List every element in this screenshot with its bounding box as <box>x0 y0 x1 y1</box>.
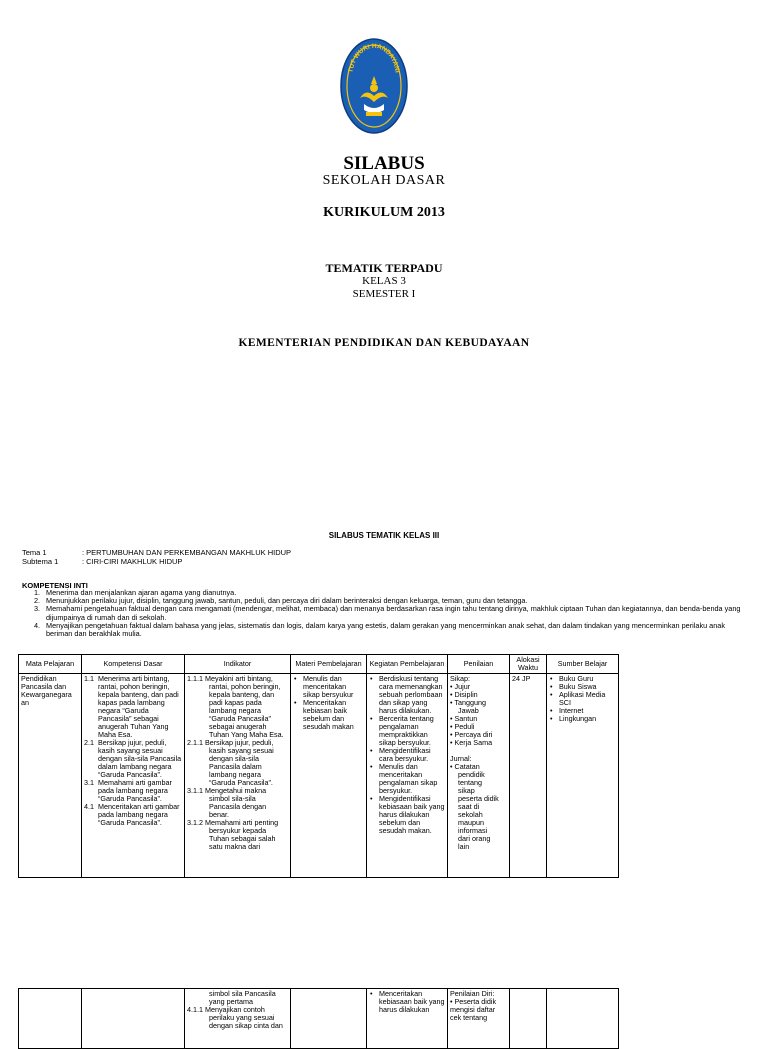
ki-item: 1. Menerima dan menjalankan ajaran agama yang dianutnya. <box>34 588 237 597</box>
header-sumber: Sumber Belajar <box>547 655 619 674</box>
cover-title: SILABUS <box>343 153 425 174</box>
cell-penilaian: Penilaian Diri: • Peserta didik mengisi daftar cek tentang <box>448 989 510 1049</box>
header-alokasi: Alokasi Waktu <box>510 655 547 674</box>
ki-list <box>34 589 750 638</box>
cell-kd <box>82 989 185 1049</box>
subtema-value: : CIRI-CIRI MAKHLUK HIDUP <box>82 557 183 566</box>
cell-sumber: • Buku Guru • Buku Siswa • Aplikasi Media SCI • Internet • Lingkungan <box>547 674 619 878</box>
table-row <box>19 674 619 878</box>
cell-alokasi <box>510 989 547 1049</box>
header-kd: Kompetensi Dasar <box>82 655 185 674</box>
syllabus-table <box>18 654 619 878</box>
cell-kegiatan: • Menceritakan kebiasaan baik yang harus dilakukan <box>367 989 448 1049</box>
header-kegiatan: Kegiatan Pembelajaran <box>367 655 448 674</box>
cell-sumber <box>547 989 619 1049</box>
table-header-row <box>19 655 619 674</box>
cell-kd: 1.1 Menerima arti bintang, rantai, pohon beringin, kepala banteng, dan padi kapas pada lambang negara “Garuda Pancasila” sebagai anugerah Tuhan Yang Maha Esa. 2.1 Bersikap jujur, peduli, kasih sayang sesuai dengan sila-sila Pancasila dalam lambang negara “Garuda Pancasila”. 3.1 Memahami arti gambar pada lambang negara “Garuda Pancasila”. 4.1 Menceritakan arti gambar pada lambang negara “Garuda Pancasila”. <box>82 674 185 878</box>
cover-ministry: KEMENTERIAN PENDIDIKAN DAN KEBUDAYAAN <box>238 337 530 349</box>
syllabus-title: SILABUS TEMATIK KELAS III <box>328 531 440 540</box>
header-materi: Materi Pembelajaran <box>291 655 367 674</box>
cell-indikator: simbol sila Pancasila yang pertama 4.1.1 Menyajikan contoh perilaku yang sesuai dengan sikap cinta dan <box>185 989 291 1049</box>
tema-label: Tema 1 <box>22 548 47 557</box>
cover-program: TEMATIK TERPADU <box>325 261 443 275</box>
cell-kegiatan: • Berdiskusi tentang cara memenangkan sebuah perlombaan dan sikap yang harus dilakukan. • Bercerita tentang pengalaman mempraktikkan sikap bersyukur. • Mengidentifikasi cara bersyukur. • Menulis dan menceritakan pengalaman sikap bersyukur. • Mengidentifikasi kebiasaan baik yang harus dilakukan sebelum dan sesudah makan. <box>367 674 448 878</box>
cell-mapel <box>19 989 82 1049</box>
tema-value: : PERTUMBUHAN DAN PERKEMBANGAN MAKHLUK HIDUP <box>82 548 292 557</box>
cover-semester: SEMESTER I <box>352 288 416 300</box>
syllabus-table-continued <box>18 988 619 1049</box>
cover-school: SEKOLAH DASAR <box>322 173 446 188</box>
cell-alokasi: 24 JP <box>510 674 547 878</box>
cover-curriculum: KURIKULUM 2013 <box>323 205 445 220</box>
header-indikator: Indikator <box>185 655 291 674</box>
svg-text:TUT WURI HANDAYANI: TUT WURI HANDAYANI <box>347 42 401 74</box>
cover-kelas: KELAS 3 <box>362 275 406 287</box>
cell-penilaian: Sikap: • Jujur • Disiplin • Tanggung Jawab • Santun • Peduli • Percaya diri • Kerja Sama Jurnal: • Catatan pendidik tentang sikap peserta didik saat di sekolah maupun informasi dari orang lain <box>448 674 510 878</box>
ki-item: 2. Menunjukkan perilaku jujur, disiplin, tanggung jawab, santun, peduli, dan percaya diri dalam berinteraksi dengan keluarga, teman, guru dan tetangga. <box>34 596 528 606</box>
header-penilaian: Penilaian <box>448 655 510 674</box>
tut-wuri-handayani-logo <box>340 38 408 134</box>
ki-item: 4. Menyajikan pengetahuan faktual dalam bahasa yang jelas, sistematis dan logis, dalam karya yang estetis, dalam gerakan yang mencerminkan anak sehat, dan dalam tindakan yang mencerminkan perilaku anak beriman dan berakhlak mulia. <box>34 620 726 639</box>
header-mapel: Mata Pelajaran <box>19 655 82 674</box>
ki-item: 3. Memahami pengetahuan faktual dengan cara mengamati (mendengar, melihat, membaca) dan menanya berdasarkan rasa ingin tahu tentang dirinya, makhluk ciptaan Tuhan dan kegiatannya, dan benda-benda yang dijumpainya di rumah dan di sekolah. <box>34 604 741 622</box>
ki-title: KOMPETENSI INTI <box>22 581 88 590</box>
table-row <box>19 989 619 1049</box>
cell-indikator: 1.1.1 Meyakini arti bintang, rantai, pohon beringin, kepala banteng, dan padi kapas pada lambang negara “Garuda Pancasila” sebagai anugerah Tuhan Yang Maha Esa. 2.1.1 Bersikap jujur, peduli, kasih sayang sesuai dengan sila-sila Pancasila dalam lambang negara “Garuda Pancasila”. 3.1.1 Mengetahui makna simbol sila-sila Pancasila dengan benar. 3.1.2 Memahami arti penting bersyukur kepada Tuhan sebagai salah satu makna dari <box>185 674 291 878</box>
cell-materi: • Menulis dan menceritakan sikap bersyukur • Menceritakan kebiasan baik sebelum dan sesudah makan <box>291 674 367 878</box>
subtema-label: Subtema 1 <box>22 557 59 566</box>
cell-mapel: Pendidikan Pancasila dan Kewarganegara an <box>19 674 82 878</box>
cell-materi <box>291 989 367 1049</box>
